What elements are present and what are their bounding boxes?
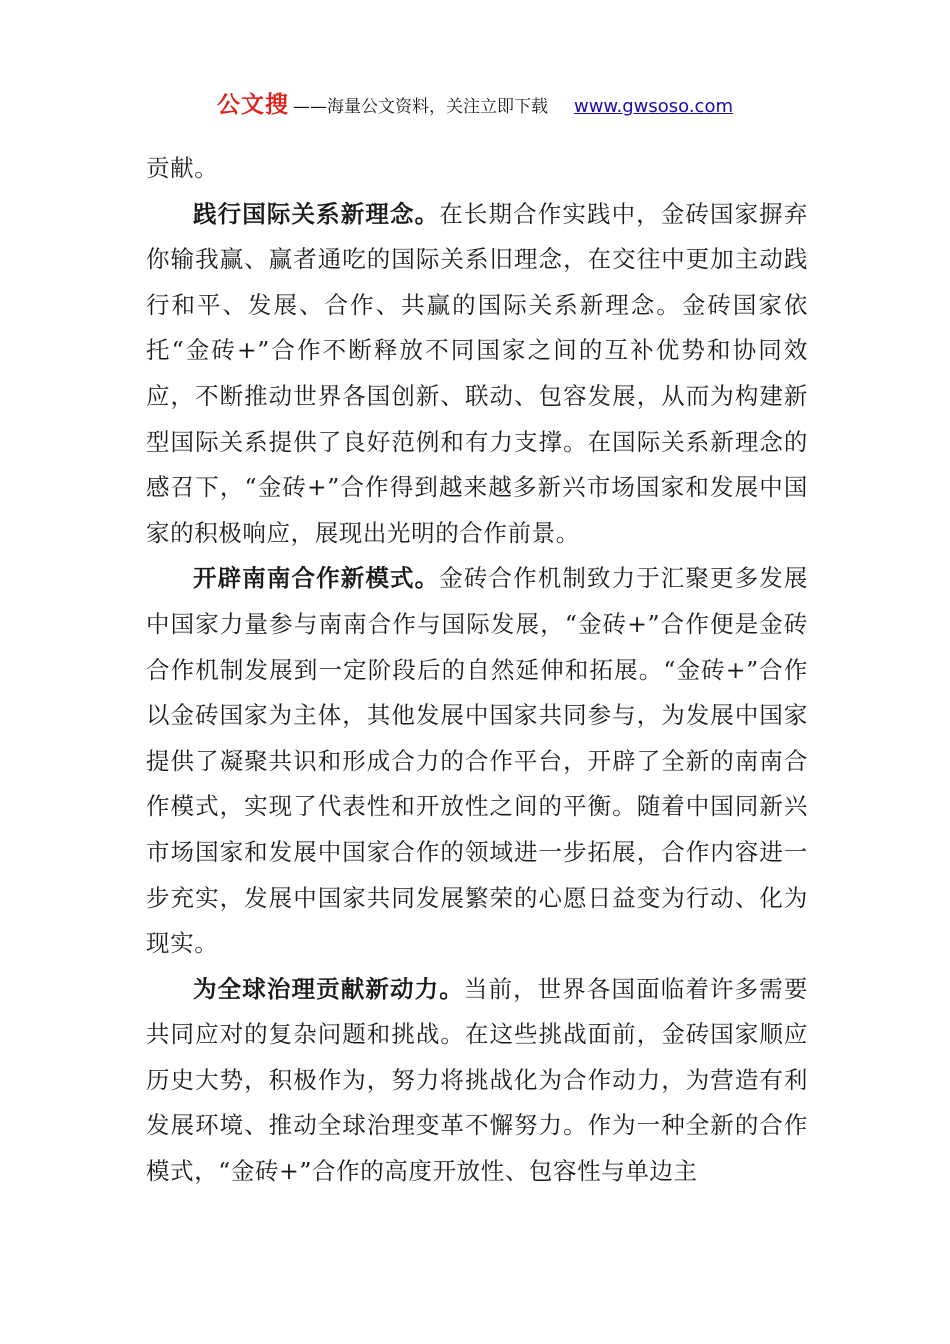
page-header	[0, 86, 950, 119]
paragraph-text: 贡献。	[146, 154, 219, 182]
article-body	[146, 146, 808, 1195]
paragraph	[146, 556, 808, 966]
brand-logo-text: 公文搜	[216, 92, 289, 118]
paragraph-text: 在长期合作实践中，金砖国家摒弃你输我赢、赢者通吃的国际关系旧理念，在交往中更加主动践行和平、发展、合作、共赢的国际关系新理念。金砖国家依托“金砖+”合作不断释放不同国家之间的互补优势和协同效应，不断推动世界各国创新、联动、包容发展，从而为构建新型国际关系提供了良好范例和有力支撑。在国际关系新理念的感召下，“金砖+”合作得到越来越多新兴市场国家和发展中国家的积极响应，展现出光明的合作前景。	[146, 199, 809, 547]
paragraph	[146, 967, 808, 1195]
paragraph-text: 当前，世界各国面临着许多需要共同应对的复杂问题和挑战。在这些挑战面前，金砖国家顺应历史大势，积极作为，努力将挑战化为合作动力，为营造有利发展环境、推动全球治理变革不懈努力。作为一种全新的合作模式，“金砖+”合作的高度开放性、包容性与单边主	[146, 974, 808, 1186]
paragraph-lead: 践行国际关系新理念。	[193, 199, 440, 228]
paragraph	[146, 192, 808, 557]
paragraph-lead: 开辟南南合作新模式。	[193, 564, 440, 593]
header-slogan: ——海量公文资料，关注立即下载	[292, 97, 548, 117]
paragraph-lead: 为全球治理贡献新动力。	[193, 974, 464, 1003]
paragraph-text: 金砖合作机制致力于汇聚更多发展中国家力量参与南南合作与国际发展，“金砖+”合作便是金砖合作机制发展到一定阶段后的自然延伸和拓展。“金砖+”合作以金砖国家为主体，其他发展中国家共同参与，为发展中国家提供了凝聚共识和形成合力的合作平台，开辟了全新的南南合作模式，实现了代表性和开放性之间的平衡。随着中国同新兴市场国家和发展中国家合作的领域进一步拓展，合作内容进一步充实，发展中国家共同发展繁荣的心愿日益变为行动、化为现实。	[146, 564, 809, 958]
site-link[interactable]: www.gwsoso.com	[573, 96, 733, 117]
paragraph-continued	[146, 146, 808, 192]
